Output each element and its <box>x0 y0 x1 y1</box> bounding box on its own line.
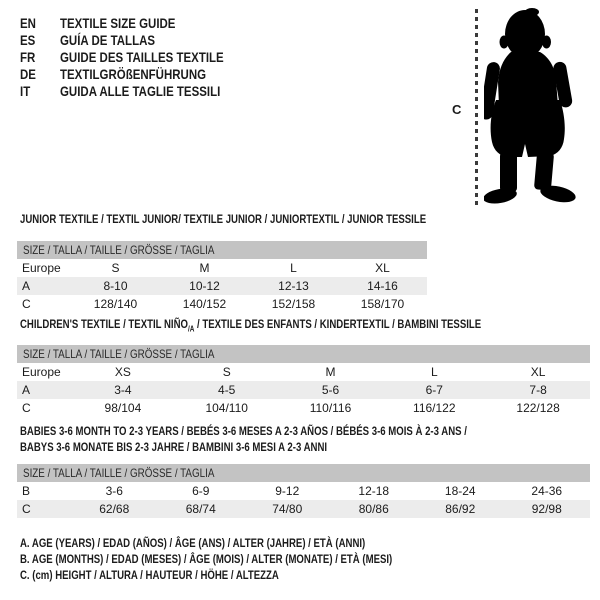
children-table-title: CHILDREN'S TEXTILE / TEXTIL $NIÑO_{/A}$ / TEXTILE DES ENFANTS / KINDERTEXTIL / BAMBINI TESSILE <box>20 317 482 334</box>
table-row <box>17 277 427 295</box>
language-item <box>20 32 260 49</box>
size-value-cell: 8-10 <box>103 279 128 293</box>
footnote-b: B. AGE (MONTHS) / EDAD (MESES) / ÂGE (MOIS) / ALTER (MONATE) / ETÀ (MESI) <box>20 552 393 566</box>
language-item <box>20 83 260 100</box>
row-label: Europe <box>22 261 61 275</box>
size-value-cell: S <box>222 365 231 379</box>
size-value-cell: 86/92 <box>445 502 476 516</box>
size-value-cell: 68/74 <box>185 502 216 516</box>
size-value-cell: L <box>290 261 297 275</box>
row-label: A <box>22 383 31 397</box>
size-value-cell: 104/110 <box>205 401 248 415</box>
row-label: B <box>22 484 31 498</box>
size-value-cell: 18-24 <box>444 484 476 498</box>
language-code: ES <box>20 32 36 48</box>
size-value-cell: 7-8 <box>529 383 547 397</box>
language-item <box>20 49 260 66</box>
row-label: Europe <box>22 365 61 379</box>
language-list <box>20 15 260 100</box>
size-value-cell: 3-4 <box>114 383 132 397</box>
size-value-cell: 140/152 <box>182 297 227 311</box>
size-value-cell: 24-36 <box>531 484 563 498</box>
language-label: TEXTILGRÖßENFÜHRUNG <box>60 66 207 82</box>
size-table-babies <box>17 464 590 518</box>
size-value-cell: 152/158 <box>271 297 316 311</box>
size-value-cell: 10-12 <box>189 279 220 293</box>
row-label: C <box>22 401 31 415</box>
size-header-bar: SIZE / TALLA / TAILLE / GRÖSSE / TAGLIA <box>17 345 590 363</box>
junior-table-title: JUNIOR TEXTILE / TEXTIL JUNIOR/ TEXTILE JUNIOR / JUNIORTEXTIL / JUNIOR TESSILE <box>20 212 427 226</box>
size-value-cell: 5-6 <box>321 383 340 397</box>
size-value-cell: 62/68 <box>99 502 130 516</box>
language-code: EN <box>20 15 36 31</box>
size-value-cell: 4-5 <box>218 383 236 397</box>
row-label: C <box>22 297 31 311</box>
row-label: A <box>22 279 31 293</box>
table-row <box>17 500 590 518</box>
language-item <box>20 15 260 32</box>
table-row <box>17 363 590 381</box>
language-code: IT <box>20 83 31 99</box>
size-value-cell: 158/170 <box>360 297 405 311</box>
table-row <box>17 381 590 399</box>
table-row <box>17 482 590 500</box>
height-label-c: C <box>452 102 462 117</box>
size-value-cell: L <box>430 365 438 379</box>
size-value-cell: 3-6 <box>105 484 123 498</box>
size-value-cell: 14-16 <box>367 279 398 293</box>
language-code: FR <box>20 49 36 65</box>
size-value-cell: XL <box>530 365 546 379</box>
size-table-junior <box>17 241 427 313</box>
size-value-cell: 6-7 <box>425 383 443 397</box>
title-subscript: /A <box>187 324 195 334</box>
size-table-children <box>17 345 590 417</box>
size-value-cell: 80/86 <box>358 502 389 516</box>
height-dashed-line <box>475 9 478 206</box>
language-label: GUÍA DE TALLAS <box>60 32 156 48</box>
size-value-cell: 122/128 <box>516 401 560 415</box>
size-header-bar: SIZE / TALLA / TAILLE / GRÖSSE / TAGLIA <box>17 464 590 482</box>
language-label: GUIDA ALLE TAGLIE TESSILI <box>60 83 221 99</box>
size-value-cell: 9-12 <box>275 484 300 498</box>
language-item <box>20 66 260 83</box>
footnote-c: C. (cm) HEIGHT / ALTURA / HAUTEUR / HÖHE / ALTEZZA <box>20 568 279 582</box>
language-label: TEXTILE SIZE GUIDE <box>60 15 176 31</box>
table-row <box>17 295 427 313</box>
size-value-cell: S <box>111 261 120 275</box>
size-value-cell: XL <box>375 261 390 275</box>
size-value-cell: 110/116 <box>309 401 352 415</box>
language-label: GUIDE DES TAILLES TEXTILE <box>60 49 224 65</box>
size-value-cell: 12-18 <box>358 484 390 498</box>
size-header-bar: SIZE / TALLA / TAILLE / GRÖSSE / TAGLIA <box>17 241 427 259</box>
size-value-cell: 116/122 <box>413 401 456 415</box>
size-value-cell: 92/98 <box>531 502 562 516</box>
table-row <box>17 399 590 417</box>
table-row <box>17 259 427 277</box>
babies-table-title-line1: BABIES 3-6 MONTH TO 2-3 YEARS / BEBÉS 3-6 MESES A 2-3 AÑOS / BÉBÉS 3-6 MOIS À 2-3 ANS / <box>20 424 467 438</box>
language-code: DE <box>20 66 36 82</box>
size-value-cell: 12-13 <box>278 279 309 293</box>
size-value-cell: M <box>325 365 336 379</box>
row-label: C <box>22 502 31 516</box>
babies-table-title-line2: BABYS 3-6 MONATE BIS 2-3 JAHRE / BAMBINI 3-6 MESI A 2-3 ANNI <box>20 440 328 454</box>
size-value-cell: 74/80 <box>272 502 303 516</box>
size-value-cell: 98/104 <box>104 401 142 415</box>
size-value-cell: 128/140 <box>93 297 138 311</box>
toddler-silhouette-icon <box>484 8 594 208</box>
size-value-cell: M <box>199 261 210 275</box>
footnote-a: A. AGE (YEARS) / EDAD (AÑOS) / ÂGE (ANS) / ALTER (JAHRE) / ETÀ (ANNI) <box>20 536 366 550</box>
size-value-cell: XS <box>114 365 131 379</box>
size-value-cell: 6-9 <box>192 484 210 498</box>
